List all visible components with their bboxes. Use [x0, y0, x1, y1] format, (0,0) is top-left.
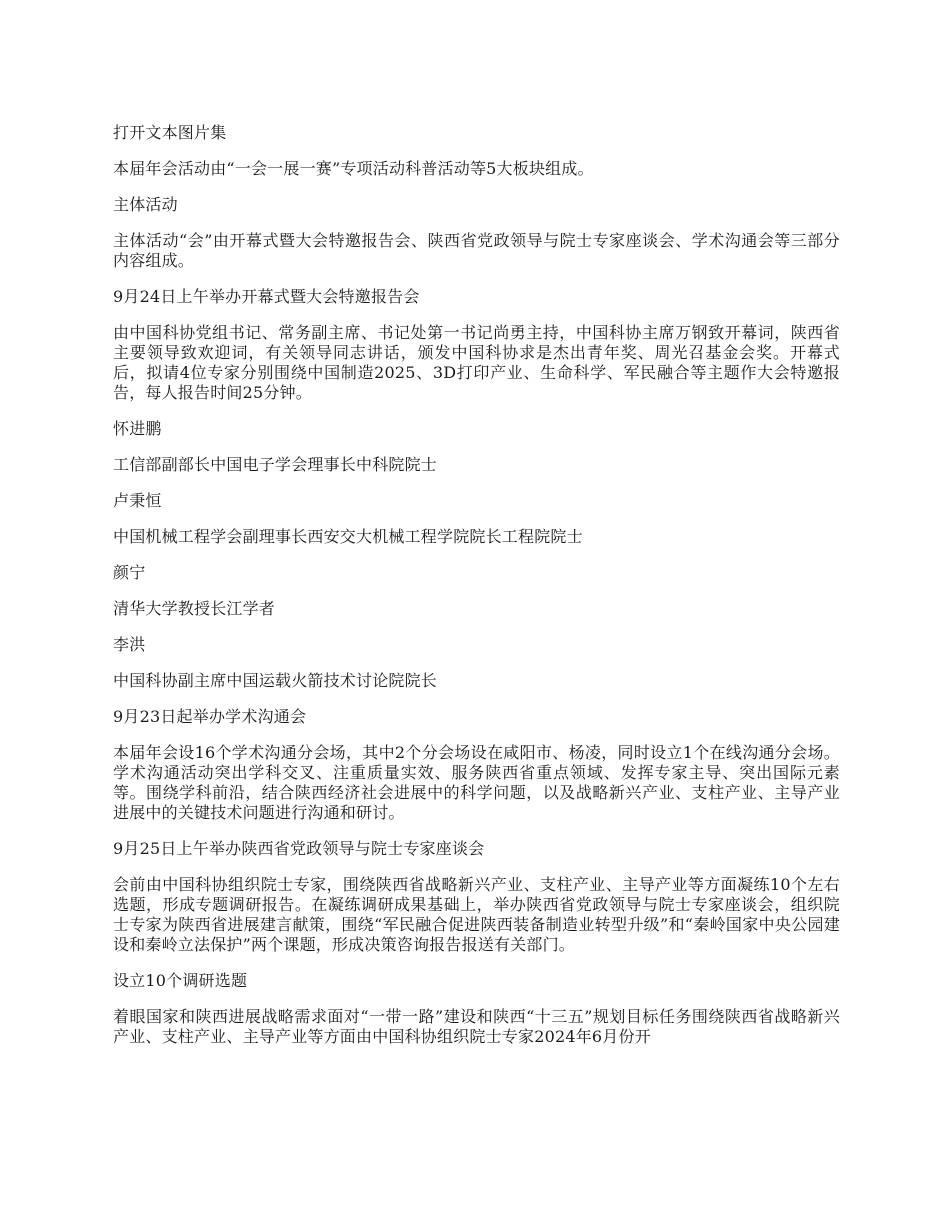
section-heading-symposium: 9月25日上午举办陕西省党政领导与院士专家座谈会	[113, 839, 485, 858]
section-heading-main-activity: 主体活动	[113, 195, 178, 214]
speaker-title-4: 中国科协副主席中国运载火箭技术讨论院院长	[113, 671, 438, 690]
speaker-name-4: 李洪	[113, 635, 146, 654]
intro-paragraph: 本届年会活动由“一会一展一赛”专项活动科普活动等5大板块组成。	[113, 159, 594, 178]
speaker-name-2: 卢秉恒	[113, 491, 162, 510]
section-heading-opening-ceremony: 9月24日上午举办开幕式暨大会特邀报告会	[113, 287, 420, 306]
speaker-name-3: 颜宁	[113, 563, 146, 582]
speaker-name-1: 怀进鹏	[113, 419, 162, 438]
speaker-title-1: 工信部副部长中国电子学会理事长中科院院士	[113, 455, 438, 474]
section-heading-research-topics: 设立10个调研选题	[113, 971, 248, 990]
speaker-title-2: 中国机械工程学会副理事长西安交大机械工程学院院长工程院院士	[113, 527, 583, 546]
research-topics-paragraph: 着眼国家和陕西进展战略需求面对“一带一路”建设和陕西“十三五”规划目标任务围绕陕西省战略新兴产业、支柱产业、主导产业等方面由中国科协组织院士专家2024年6月份开	[113, 1007, 840, 1046]
main-activity-paragraph: 主体活动“会”由开幕式暨大会特邀报告会、陕西省党政领导与院士专家座谈会、学术沟通会等三部分内容组成。	[113, 231, 840, 270]
symposium-paragraph: 会前由中国科协组织院士专家，围绕陕西省战略新兴产业、支柱产业、主导产业等方面凝练10个左右选题，形成专题调研报告。在凝练调研成果基础上，举办陕西省党政领导与院士专家座谈会，组织院士专家为陕西省进展建言献策，围绕“军民融合促进陕西装备制造业转型升级”和“秦岭国家中央公园建设和秦岭立法保护”两个课题，形成决策咨询报告报送有关部门。	[113, 875, 840, 954]
document-page	[113, 123, 840, 1063]
open-image-gallery-link[interactable]: 打开文本图片集	[113, 123, 227, 142]
academic-exchange-paragraph: 本届年会设16个学术沟通分会场，其中2个分会场设在咸阳市、杨凌，同时设立1个在线沟通分会场。学术沟通活动突出学科交叉、注重质量实效、服务陕西省重点领域、发挥专家主导、突出国际元素等。围绕学科前沿，结合陕西经济社会进展中的科学问题，以及战略新兴产业、支柱产业、主导产业进展中的关键技术问题进行沟通和研讨。	[113, 743, 840, 822]
speaker-title-3: 清华大学教授长江学者	[113, 599, 276, 618]
opening-ceremony-paragraph: 由中国科协党组书记、常务副主席、书记处第一书记尚勇主持，中国科协主席万钢致开幕词，陕西省主要领导致欢迎词，有关领导同志讲话，颁发中国科协求是杰出青年奖、周光召基金会奖。开幕式后，拟请4位专家分别围绕中国制造2025、3D打印产业、生命科学、军民融合等主题作大会特邀报告，每人报告时间25分钟。	[113, 323, 840, 402]
section-heading-academic-exchange: 9月23日起举办学术沟通会	[113, 707, 307, 726]
